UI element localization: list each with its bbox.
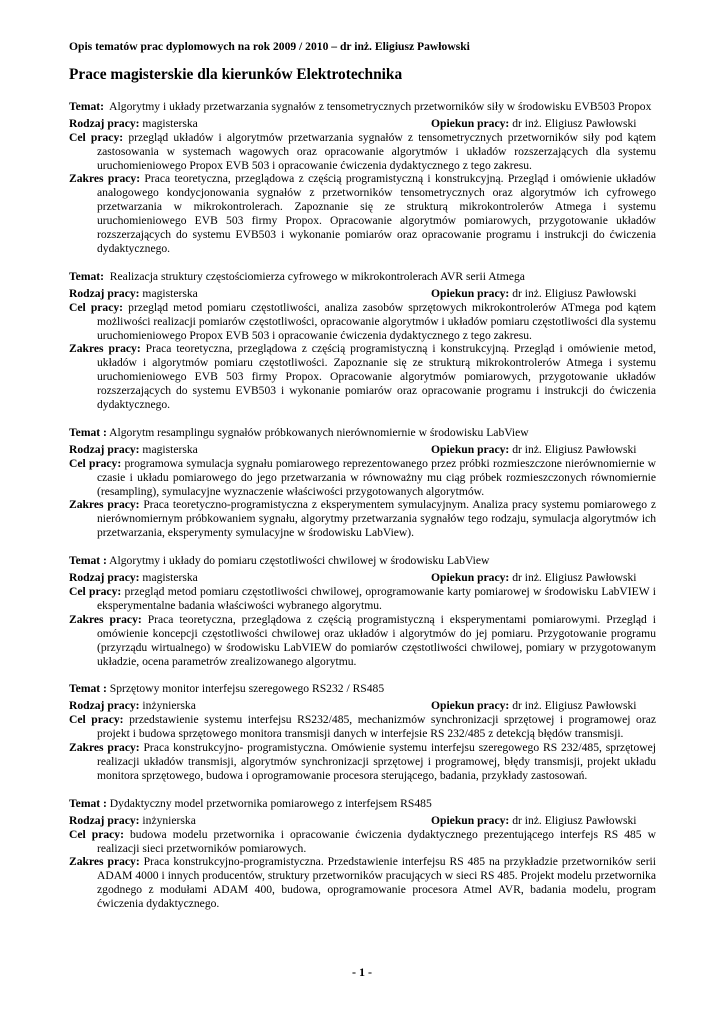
type-value: inżynierska <box>142 699 196 713</box>
supervisor-label: Opiekun pracy: <box>431 813 510 827</box>
goal-text: przegląd metod pomiaru częstotliwości chwilowej, oprogramowanie karty pomiarowej w środowisku LabVIEW i eksperymentalne badania właściwości wybranego algorytmu. <box>97 585 656 612</box>
scope-text: Praca teoretyczna, przeglądowa z częścią programistyczną i konstrukcyjną. Przegląd i omówienie układów analogowego kondycjonowania sygnałów z przetworników tensometrycznych oraz algorytmów ich cyfrowego przetwarzania w mikrokontrolerach. Zapoznanie się ze strukturą mikrokontrolerów Atmega i systemu uruchomieniowego EVB 503 firmy Propox. Opracowanie algorytmów pomiarowych, przygotowanie układów rozszerzających do systemu EVB503 i wykonanie pomiarów oraz opracowanie programu i instrukcji do ćwiczenia dydaktycznego. <box>97 172 656 255</box>
thesis-topic <box>69 100 656 256</box>
topic-line <box>69 682 656 696</box>
type-supervisor-row <box>69 699 656 713</box>
supervisor-value: dr inż. Eligiusz Pawłowski <box>512 442 637 456</box>
scope-label: Zakres pracy: <box>69 172 141 186</box>
thesis-topic <box>69 797 656 911</box>
type-label: Rodzaj pracy: <box>69 286 140 300</box>
scope-text: Praca teoretyczna, przeglądowa z częścią programistyczną i konstrukcyjną. Przegląd i omówienie metod, układów i algorytmów pomiaru częstotliwości. Zapoznanie się ze strukturą mikrokontrolerów Atmega i systemu uruchomieniowego EVB 503 firmy Propox. Opracowanie algorytmów pomiarowych, przygotowanie układów rozszerzających do systemu EVB503 i wykonanie pomiarów oraz opracowanie programu i instrukcji do ćwiczenia dydaktycznego. <box>97 342 656 412</box>
type-label: Rodzaj pracy: <box>69 699 140 713</box>
topic-line <box>69 100 656 114</box>
page-title: Prace magisterskie dla kierunków Elektrotechnika <box>69 65 403 83</box>
topic-label: Temat: <box>69 99 104 113</box>
page-number: - 1 - <box>352 965 372 979</box>
type-supervisor-row <box>69 287 656 301</box>
topic-label: Temat : <box>69 554 107 568</box>
supervisor-value: dr inż. Eligiusz Pawłowski <box>512 813 637 827</box>
type-value: magisterska <box>142 116 198 130</box>
type-value: magisterska <box>142 286 198 300</box>
type-label: Rodzaj pracy: <box>69 442 140 456</box>
scope-paragraph <box>69 498 656 540</box>
supervisor-label: Opiekun pracy: <box>431 571 510 585</box>
type-label: Rodzaj pracy: <box>69 571 140 585</box>
supervisor-label: Opiekun pracy: <box>431 442 510 456</box>
scope-paragraph <box>69 741 656 783</box>
goal-text: budowa modelu przetwornika i opracowanie ćwiczenia dydaktycznego prezentującego interfejs RS 485 w realizacji sieci przetworników pomiarowych. <box>97 827 656 855</box>
topic-line <box>69 426 656 440</box>
scope-paragraph <box>69 342 656 412</box>
topic-text: Algorytm resamplingu sygnałów próbkowanych nierównomiernie w środowisku LabView <box>109 425 529 439</box>
scope-label: Zakres pracy: <box>69 342 141 356</box>
topic-line <box>69 797 656 811</box>
scope-label: Zakres pracy: <box>69 612 142 626</box>
topic-label: Temat : <box>69 796 107 810</box>
scope-label: Zakres pracy: <box>69 498 140 512</box>
topic-label: Temat: <box>69 269 104 283</box>
scope-text: Praca teoretyczno-programistyczna z eksperymentem symulacyjnym. Analiza pracy systemu pomiarowego z nierównomiernym próbkowaniem sygnału, algorytmy przetwarzania sygnałów tego rodzaju, symulacja algorytmów ich przetwarzania, eksperymenty symulacyjne w środowisku LabView). <box>97 498 656 540</box>
type-supervisor-row <box>69 814 656 828</box>
supervisor-value: dr inż. Eligiusz Pawłowski <box>512 116 637 130</box>
scope-text: Praca konstrukcyjno- programistyczna. Omówienie systemu interfejsu szeregowego RS 232/485, sprzętowej realizacji układów transmisji, algorytmów synchronizacji sprzętowej i programowej, błędy transmisji, projekt układu monitora sprzętowego, budowa i oprogramowanie procesora sterującego, badania, przykłady zastosowań. <box>97 741 656 782</box>
scope-paragraph <box>69 613 656 669</box>
type-label: Rodzaj pracy: <box>69 813 140 827</box>
goal-label: Cel pracy: <box>69 300 124 314</box>
goal-paragraph <box>69 713 656 741</box>
topic-text: Algorytmy i układy do pomiaru częstotliwości chwilowej w środowisku LabView <box>109 554 490 568</box>
goal-paragraph <box>69 131 656 173</box>
topic-label: Temat : <box>69 682 107 696</box>
scope-label: Zakres pracy: <box>69 741 140 755</box>
type-value: inżynierska <box>142 813 196 827</box>
supervisor-label: Opiekun pracy: <box>431 116 510 130</box>
goal-paragraph <box>69 828 656 856</box>
goal-text: przegląd układów i algorytmów przetwarzania sygnałów z tensometrycznych przetworników siły pod kątem zastosowania w systemach wagowych oraz opracowanie algorytmów i układów rozszerzających dla systemu uruchomieniowego Propox EVB 503 i opracowanie ćwiczenia dydaktycznego z tego zakresu. <box>97 130 656 172</box>
topic-text: Algorytmy i układy przetwarzania sygnałów z tensometrycznych przetworników siły w środowisku EVB503 Propox <box>109 99 652 113</box>
type-label: Rodzaj pracy: <box>69 116 140 130</box>
goal-text: programowa symulacja sygnału pomiarowego reprezentowanego przez próbki rozmieszczone nierównomiernie w czasie i układu pomiarowego do jego przetwarzania w równoważny mu ciąg próbek rozmieszczonych równomiernie (resampling), symulacyjne wyznaczenie właściwości przygotowanych algorytmów. <box>97 456 656 498</box>
topic-text: Realizacja struktury częstościomierza cyfrowego w mikrokontrolerach AVR serii Atmega <box>109 269 525 283</box>
goal-text: przedstawienie systemu interfejsu RS232/485, mechanizmów synchronizacji sprzętowej i programowej oraz projekt i budowa sprzętowego monitora transmisji danych w interfejsie RS 232/485 z detekcją błędów transmisji. <box>97 713 657 741</box>
type-value: magisterska <box>142 571 198 585</box>
supervisor-label: Opiekun pracy: <box>431 699 510 713</box>
goal-label: Cel pracy: <box>69 456 122 470</box>
type-supervisor-row <box>69 443 656 457</box>
document-header: Opis tematów prac dyplomowych na rok 2009 / 2010 – dr inż. Eligiusz Pawłowski <box>69 40 470 53</box>
goal-label: Cel pracy: <box>69 713 124 727</box>
scope-text: Praca konstrukcyjno-programistyczna. Przedstawienie interfejsu RS 485 na przykładzie przetworników serii ADAM 4000 i innych producentów, struktury przetworników pracujących w sieci RS 485. Projekt modelu przetwornika zgodnego z modułami ADAM 400, budowa, oprogramowanie procesora Atmel AVR, badania modelu, program ćwiczenia dydaktycznego. <box>97 855 656 911</box>
thesis-topic <box>69 270 656 412</box>
topic-text: Dydaktyczny model przetwornika pomiarowego z interfejsem RS485 <box>109 796 432 810</box>
goal-label: Cel pracy: <box>69 827 124 841</box>
supervisor-value: dr inż. Eligiusz Pawłowski <box>512 699 637 713</box>
topic-label: Temat : <box>69 425 107 439</box>
supervisor-value: dr inż. Eligiusz Pawłowski <box>512 571 637 585</box>
goal-paragraph <box>69 457 656 499</box>
scope-text: Praca teoretyczna, przeglądowa z częścią programistyczną i eksperymentami pomiarowymi. Przegląd i omówienie koncepcji częstotliwości chwilowej oraz układów i algorytmów do jej pomiaru. Przygotowanie programu (przyrządu wirtualnego) w środowisku LabVIEW do pomiarów częstotliwości chwilowej, pomiary w przygotowanym układzie, ocena parametrów zrealizowanego algorytmu. <box>97 612 657 668</box>
goal-label: Cel pracy: <box>69 130 124 144</box>
thesis-topic <box>69 682 656 782</box>
scope-paragraph <box>69 172 656 255</box>
thesis-topic <box>69 426 656 540</box>
goal-paragraph <box>69 301 656 343</box>
topic-line <box>69 270 656 284</box>
scope-paragraph <box>69 855 656 911</box>
type-supervisor-row <box>69 571 656 585</box>
goal-label: Cel pracy: <box>69 585 122 598</box>
goal-paragraph <box>69 585 656 613</box>
scope-label: Zakres pracy: <box>69 855 140 869</box>
thesis-topic <box>69 554 656 668</box>
goal-text: przegląd metod pomiaru częstotliwości, analiza zasobów sprzętowych mikrokontrolerów ATmega pod kątem możliwości realizacji pomiarów częstotliwości, opracowanie algorytmów i układów pomiaru częstotliwości dla systemu uruchomieniowego Propox EVB 503 i opracowanie ćwiczenia dydaktycznego z tego zakresu. <box>97 300 656 342</box>
topic-text: Sprzętowy monitor interfejsu szeregowego RS232 / RS485 <box>109 682 385 696</box>
type-value: magisterska <box>142 442 198 456</box>
supervisor-label: Opiekun pracy: <box>431 286 510 300</box>
topic-line <box>69 554 656 568</box>
type-supervisor-row <box>69 117 656 131</box>
supervisor-value: dr inż. Eligiusz Pawłowski <box>512 286 637 300</box>
